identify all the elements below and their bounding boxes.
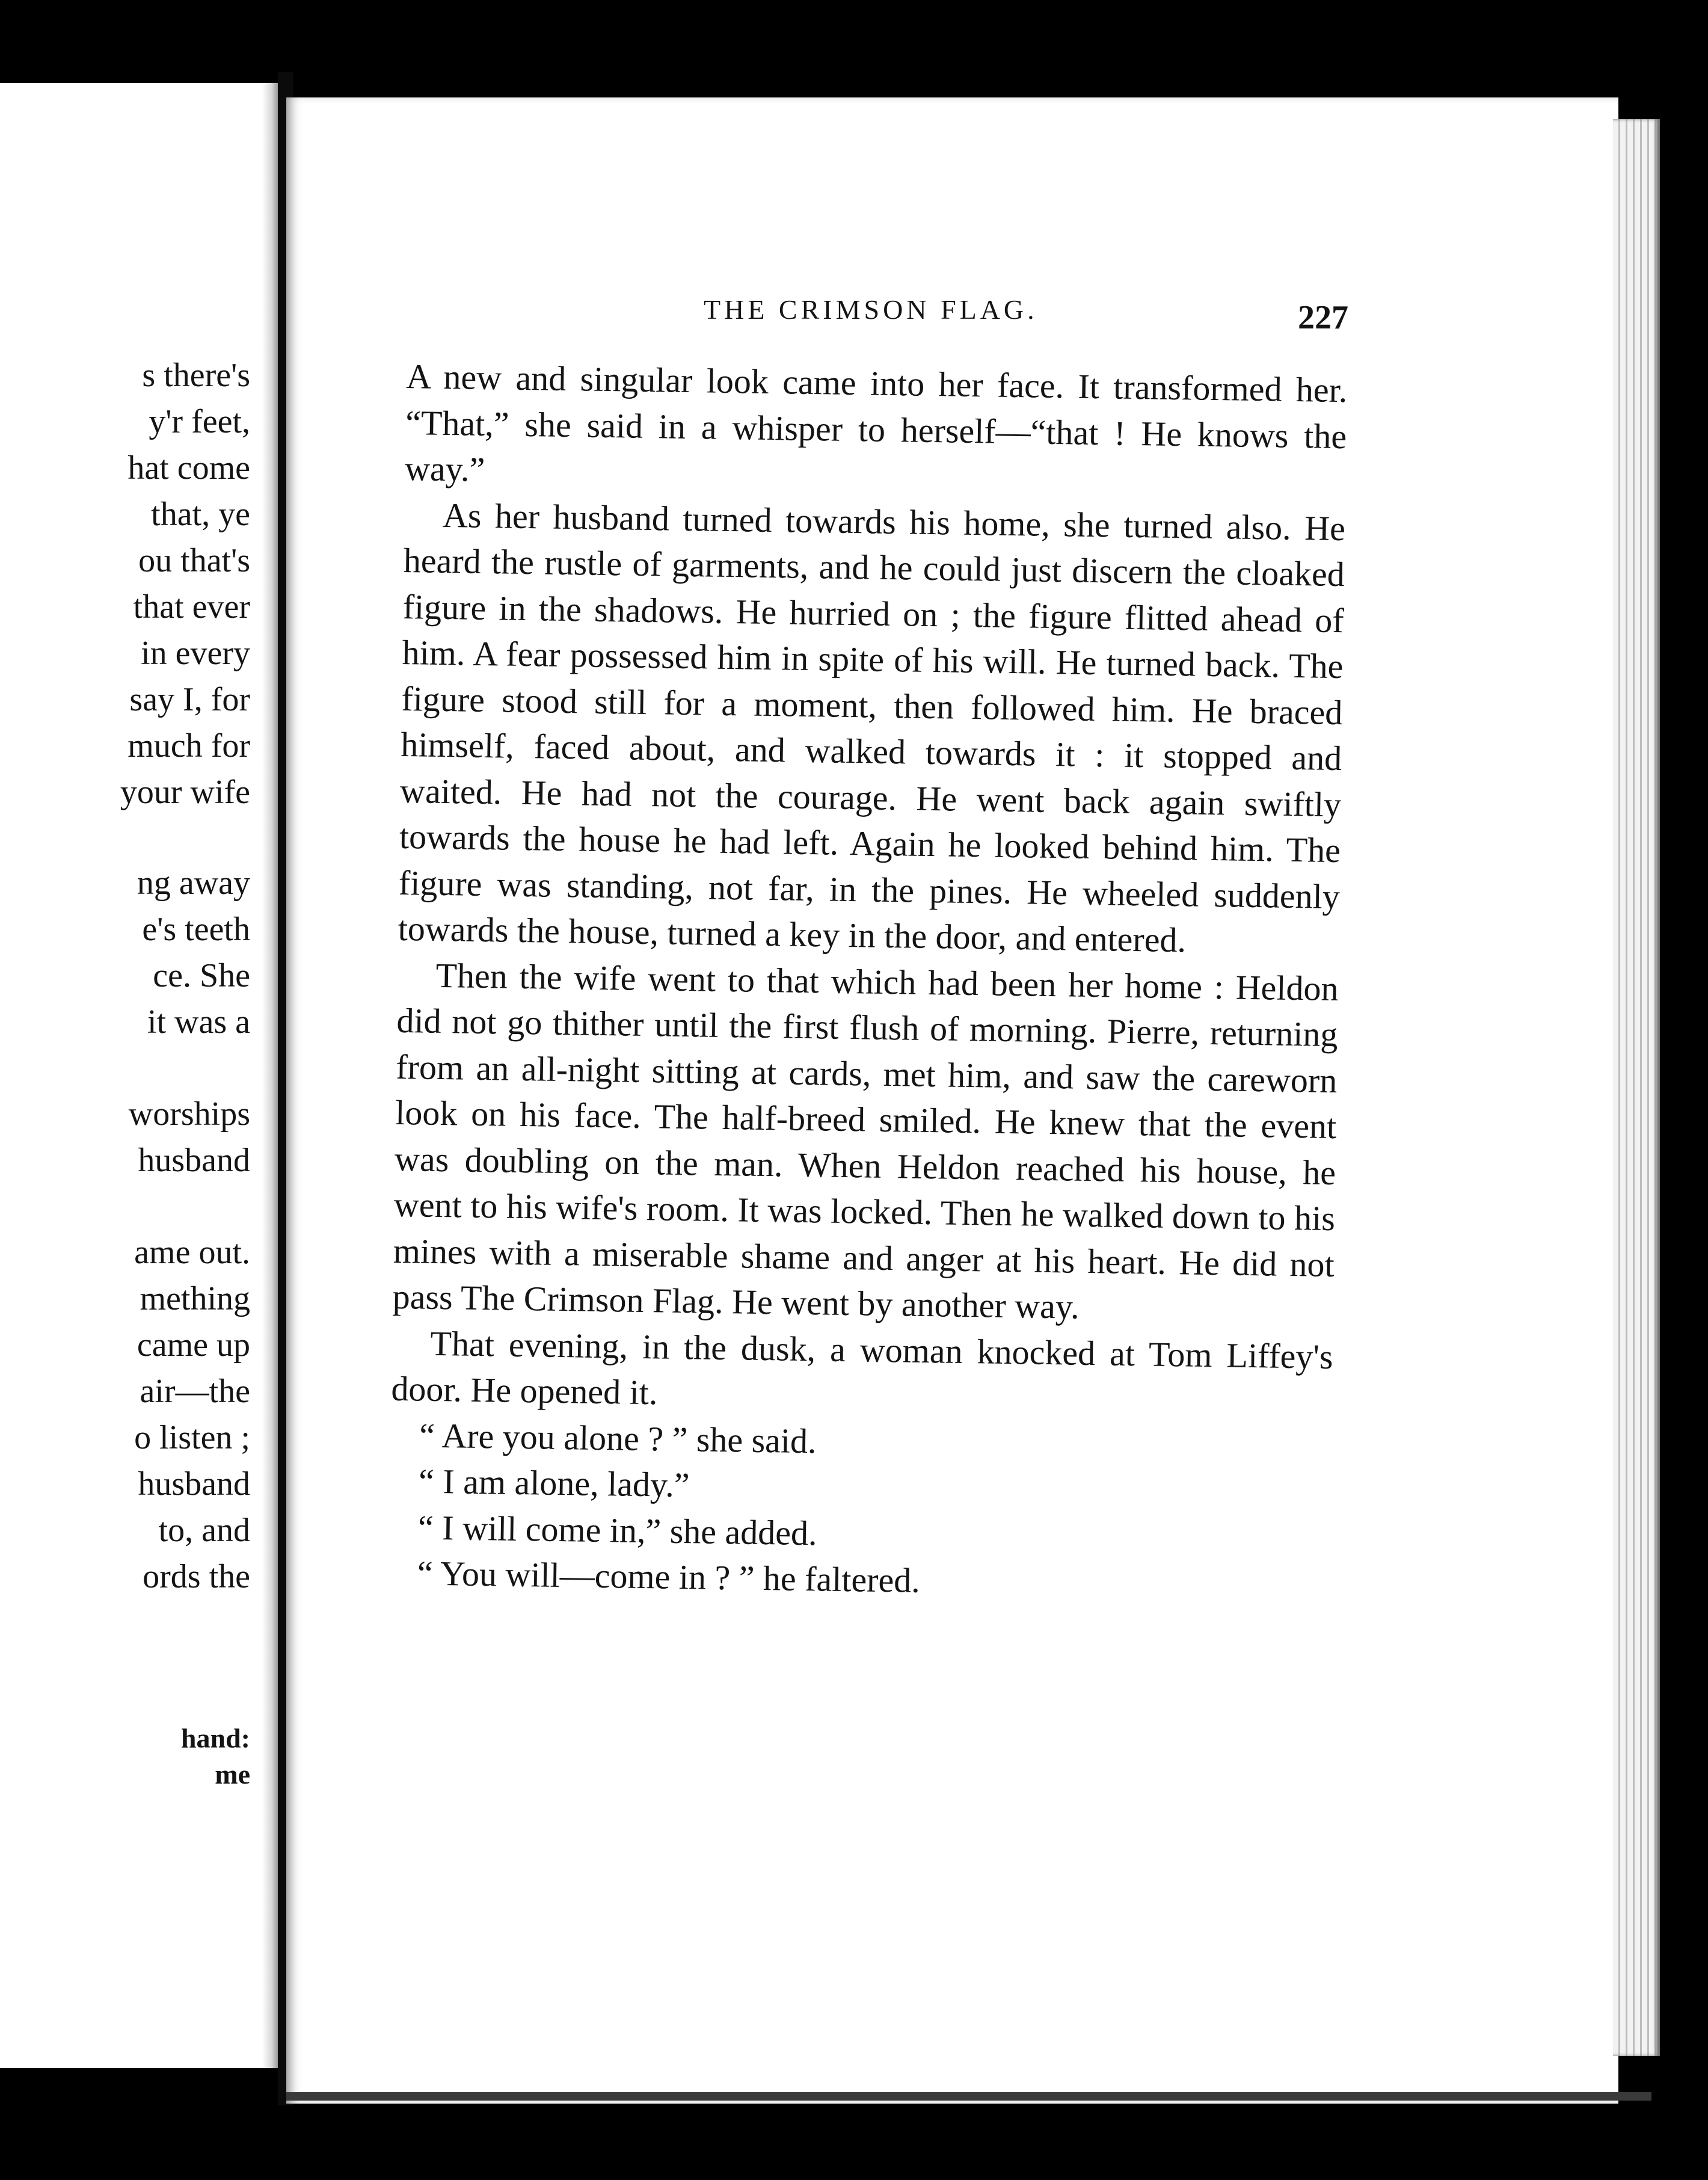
- left-line: say I, for: [129, 681, 250, 718]
- left-line: to, and: [158, 1512, 250, 1549]
- left-line: mething: [140, 1280, 250, 1317]
- dialogue-line: “ I will come in,” she added.: [417, 1507, 818, 1553]
- page-curve-shadow: [262, 83, 278, 2068]
- dialogue-line: “ Are you alone ? ” she said.: [419, 1415, 817, 1461]
- left-line: s there's: [142, 357, 250, 394]
- page-bottom-edge: [286, 2092, 1651, 2101]
- paragraph: A new and singular look came into her face. It transformed her. “That,” she said in a whisper to herself—“that ! He knows the way.”: [404, 356, 1348, 489]
- paragraph: As her husband turned towards his home, she turned also. He heard the rustle of garments, and he could just discern the cloaked figure in the shadows. He hurried on ; the figure flitted ahead of him. A fear possessed him in spite of his will. He turned back. The figure stood still for a moment, then followed him. He braced himself, faced about, and walked towards it : it stopped and waited. He had not the courage. He went back again swiftly towards the house he had left. Again he looked behind him. The figure was standing, not far, in the pines. He wheeled suddenly towards the house, turned a key in the door, and entered.: [398, 495, 1346, 960]
- paragraph: That evening, in the dusk, a woman knocked at Tom Liffey's door. He opened it.: [390, 1323, 1333, 1412]
- left-line: hat come: [127, 449, 250, 487]
- previous-page-fragment: [0, 83, 278, 2068]
- left-line: hand:: [180, 1723, 250, 1754]
- left-line: worships: [128, 1095, 250, 1133]
- body-text: [388, 354, 1347, 1610]
- left-line: ou that's: [138, 542, 250, 579]
- running-head: THE CRIMSON FLAG.: [704, 294, 1038, 325]
- paragraph: Then the wife went to that which had been her home : Heldon did not go thither until the first flush of morning. Pierre, returning from an all-night sitting at cards, met him, and saw the careworn look on his face. The half-breed smiled. He knew that the event was doubling on the man. When Heldon reached his house, he went to his wife's room. It was locked. Then he walked down to his mines with a miserable shame and anger at his heart. He did not pass The Crimson Flag. He went by another way.: [392, 955, 1339, 1326]
- left-line: o listen ;: [134, 1419, 250, 1456]
- left-line: that ever: [133, 588, 250, 626]
- left-line: it was a: [147, 1003, 250, 1041]
- left-line: husband: [138, 1465, 250, 1503]
- page-number: 227: [1298, 299, 1348, 336]
- left-line: ce. She: [153, 957, 250, 994]
- dialogue-line: “ I am alone, lady.”: [418, 1461, 690, 1505]
- left-line: y'r feet,: [149, 403, 250, 440]
- left-line: me: [215, 1759, 250, 1790]
- left-line: air—the: [140, 1373, 250, 1410]
- left-line: ame out.: [134, 1234, 250, 1271]
- left-line: husband: [138, 1142, 250, 1179]
- left-line: ng away: [137, 864, 250, 902]
- left-line: came up: [137, 1326, 250, 1364]
- dialogue-line: “ You will—come in ? ” he faltered.: [417, 1553, 921, 1600]
- left-line: that, ye: [151, 496, 250, 533]
- left-line: in every: [141, 635, 250, 672]
- left-line: much for: [127, 727, 250, 765]
- left-line: your wife: [120, 774, 250, 811]
- page-edges: [1613, 119, 1660, 2056]
- left-line: ords the: [143, 1558, 250, 1595]
- left-line: e's teeth: [142, 911, 250, 948]
